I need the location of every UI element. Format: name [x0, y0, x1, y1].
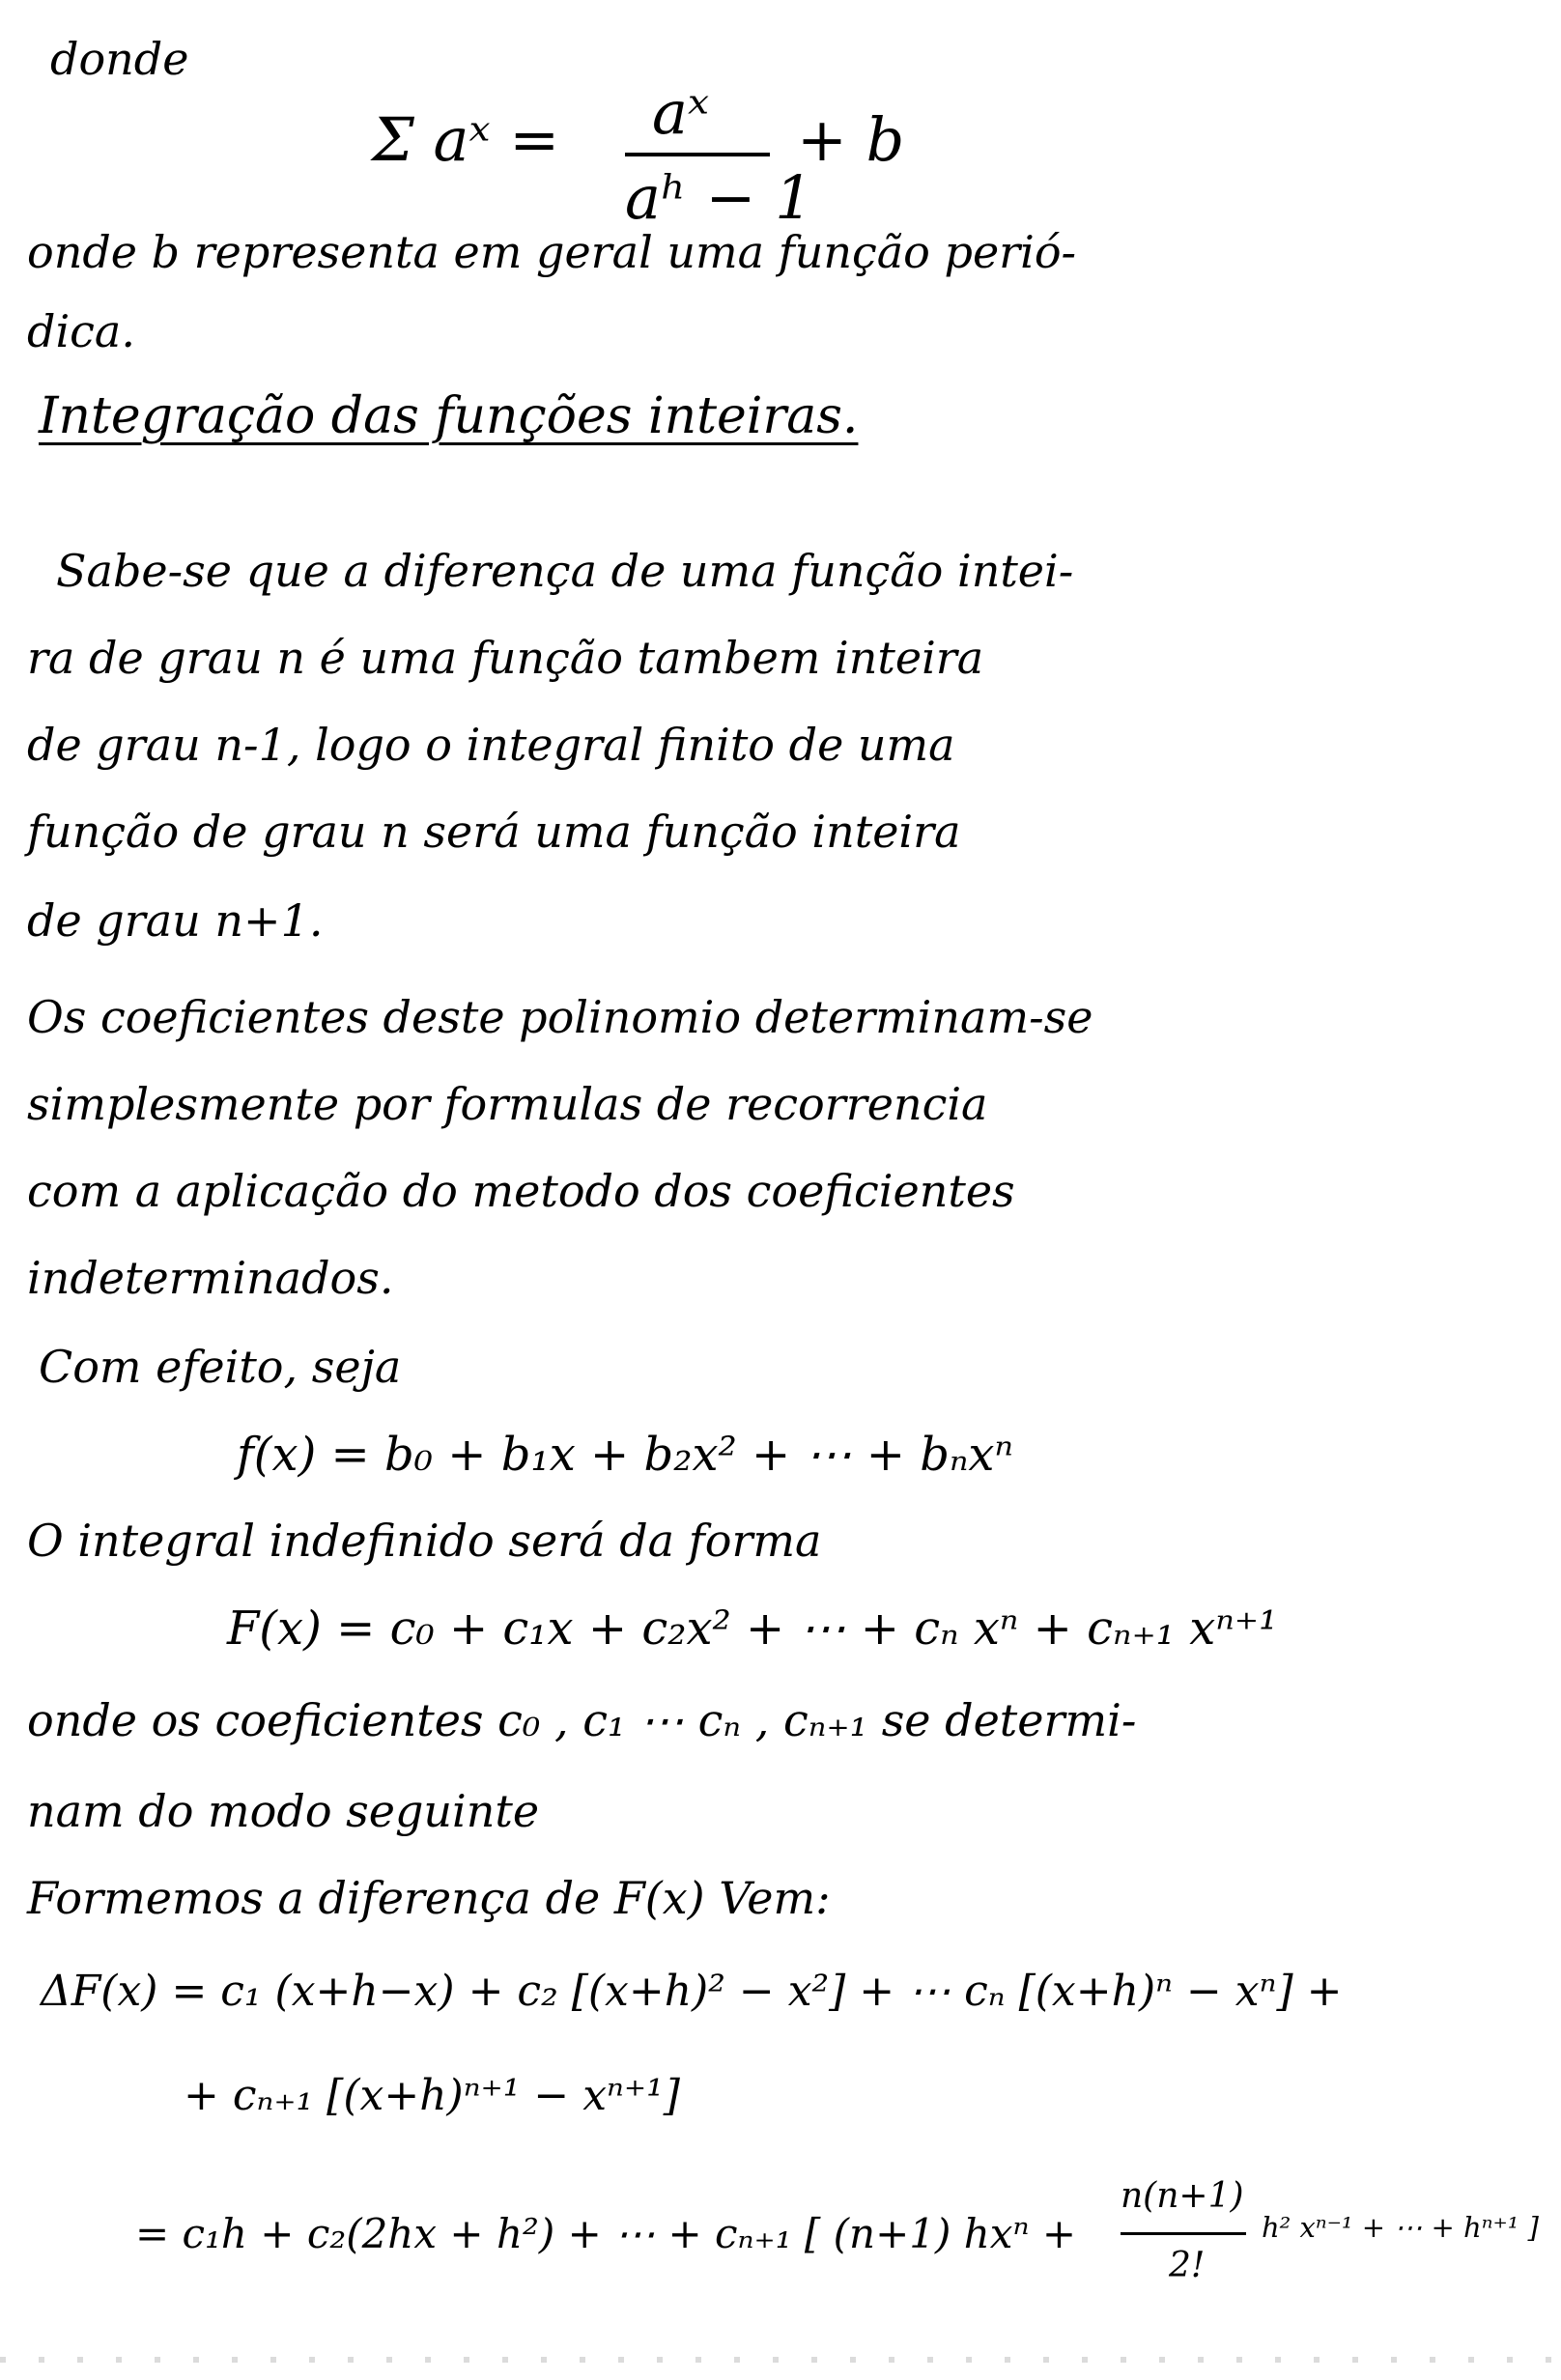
polynomial-F: F(x) = c₀ + c₁x + c₂x² + ⋯ + cₙ xⁿ + cₙ₊₁ xⁿ⁺¹ — [227, 1601, 1278, 1656]
text-line: com a aplicação do metodo dos coeficientes — [27, 1165, 1015, 1217]
sum-formula-denominator: aʰ − 1 — [625, 162, 813, 233]
sum-formula-numerator: aˣ — [652, 77, 709, 148]
text-line: de grau n+1. — [27, 894, 324, 947]
text-line: de grau n-1, logo o integral finito de uma — [27, 719, 955, 771]
sum-formula-tail: + b — [797, 104, 905, 175]
difference-line-1: ΔF(x) = c₁ (x+h−x) + c₂ [(x+h)² − x²] + ⋯ cₙ [(x+h)ⁿ − xⁿ] + — [41, 1967, 1343, 2016]
text-line: dica. — [27, 305, 135, 357]
difference-line-2: + cₙ₊₁ [(x+h)ⁿ⁺¹ − xⁿ⁺¹] — [184, 2071, 680, 2120]
fraction-bar — [1121, 2232, 1246, 2235]
text-line: Os coeficientes deste polinomio determinam-se — [27, 991, 1093, 1043]
polynomial-f: f(x) = b₀ + b₁x + b₂x² + ⋯ + bₙxⁿ — [237, 1428, 1013, 1482]
sum-formula-lhs: Σ aˣ = — [372, 104, 560, 175]
text-line: nam do modo seguinte — [27, 1785, 540, 1837]
text-line: O integral indefinido será da forma — [27, 1515, 822, 1567]
difference-line-3-tail: h² xⁿ⁻¹ + ⋯ + hⁿ⁺¹ ] — [1262, 2211, 1539, 2244]
text-line: onde os coeficientes c₀ , c₁ ⋯ cₙ , cₙ₊₁ se determi- — [27, 1694, 1137, 1746]
sum-formula-fraction-bar — [625, 153, 770, 156]
text-line: Sabe-se que a diferença de uma função intei- — [56, 545, 1074, 597]
text-line: Com efeito, seja — [39, 1341, 402, 1393]
text-line-donde: donde — [50, 33, 189, 85]
section-heading: Integração das funções inteiras. — [39, 387, 859, 445]
text-line: Formemos a diferença de F(x) Vem: — [27, 1872, 831, 1924]
text-line: simplesmente por formulas de recorrencia — [27, 1078, 988, 1130]
text-line: onde b representa em geral uma função perió- — [27, 226, 1077, 278]
scan-edge-noise — [0, 2357, 1561, 2363]
text-line: ra de grau n é uma função tambem inteira — [27, 632, 984, 684]
fraction-n-n-plus-1-over-2-factorial — [1121, 2176, 1256, 2311]
text-line: indeterminados. — [27, 1252, 394, 1304]
fraction-denominator: 2! — [1169, 2246, 1206, 2285]
difference-line-3: = c₁h + c₂(2hx + h²) + ⋯ + cₙ₊₁ [ (n+1) hxⁿ + — [135, 2210, 1077, 2257]
sum-formula — [372, 48, 971, 233]
text-line: função de grau n será uma função inteira — [27, 806, 961, 858]
fraction-numerator: n(n+1) — [1121, 2176, 1244, 2216]
